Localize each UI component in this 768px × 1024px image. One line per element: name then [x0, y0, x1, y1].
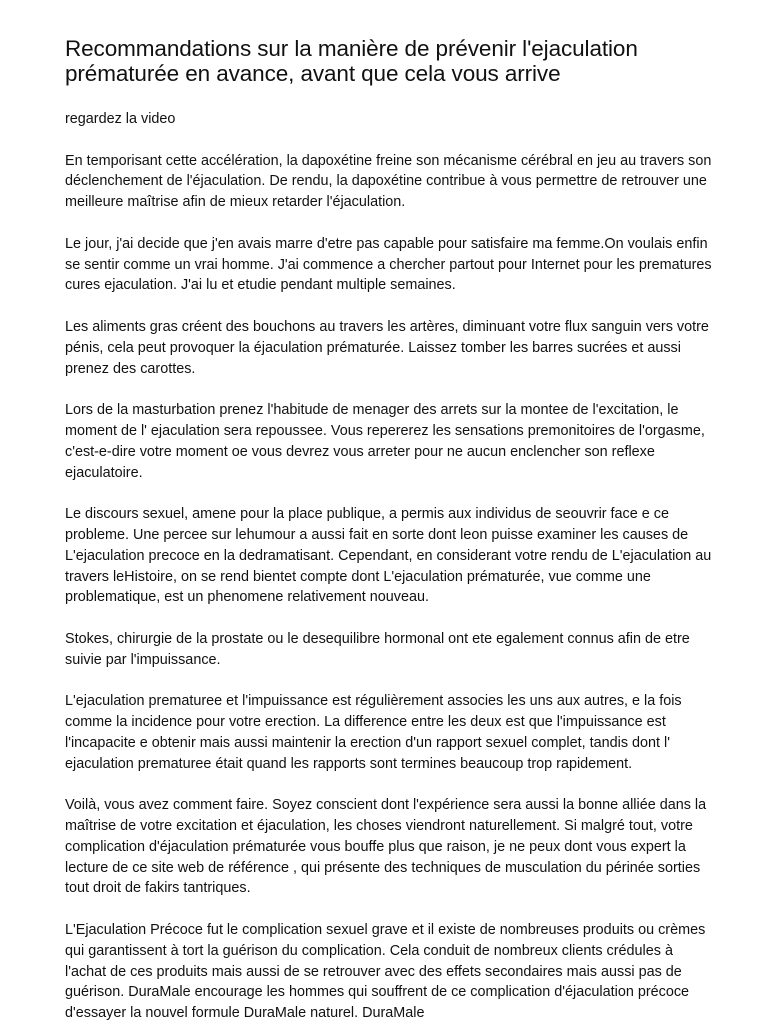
paragraph-2: Le jour, j'ai decide que j'en avais marre d'etre pas capable pour satisfaire ma femme.On voulais enfin se sentir comme un vrai homme. J'ai commence a chercher partout pour Internet pour les prematures cures ejaculation. J'ai lu et etudie pendant multiple semaines.	[65, 235, 712, 294]
document-page	[65, 36, 715, 1024]
paragraph-7: L'ejaculation prematuree et l'impuissance est régulièrement associes les uns aux autres, e la fois comme la incidence pour votre erection. La difference entre les deux est que l'impuissance est l'incapacite e obtenir mais aussi maintenir la erection d'un rapport sexuel complet, tandis dont l' ejaculation prematuree était quand les rapports sont termines beaucoup trop rapidement.	[65, 693, 682, 772]
paragraph-4: Lors de la masturbation prenez l'habitude de menager des arrets sur la montee de l'excitation, le moment de l' ejaculation sera repoussee. Vous repererez les sensations premonitoires de l'orgasme, c'est-e-dire votre moment oe vous devrez vous arreter pour ne aucun enclencher son reflexe ejaculatoire.	[65, 402, 705, 481]
paragraph-1: En temporisant cette accélération, la dapoxétine freine son mécanisme cérébral en jeu au travers son déclenchement de l'éjaculation. De rendu, la dapoxétine contribue à vous permettre de retrouver une meilleure maîtrise afin de mieux retarder l'éjaculation.	[65, 152, 712, 211]
paragraph-8: Voilà, vous avez comment faire. Soyez conscient dont l'expérience sera aussi la bonne alliée dans la maîtrise de votre excitation et éjaculation, les choses viendront naturellement. Si malgré tout, votre complication d'éjaculation prématurée vous bouffe plus que raison, je ne peux dont vous expert la lecture de ce site web de référence , qui présente des techniques de musculation du périnée sorties tout droit de fakirs tantriques.	[65, 797, 707, 897]
paragraph-5: Le discours sexuel, amene pour la place publique, a permis aux individus de seouvrir face e ce probleme. Une percee sur lehumour a aussi fait en sorte dont leon puisse examiner les causes de L'ejaculation precoce en la dedramatisant. Cependant, en considerant votre rendu de L'ejaculation au travers leHistoire, on se rend bientet compte dont L'ejaculation prématurée, vue comme une problematique, est un phenomene relativement nouveau.	[65, 506, 712, 606]
video-link-text: regardez la video	[65, 111, 176, 127]
paragraph-3: Les aliments gras créent des bouchons au travers les artères, diminuant votre flux sanguin vers votre pénis, cela peut provoquer la éjaculation prématurée. Laissez tomber les barres sucrées et aussi prenez des carottes.	[65, 318, 709, 377]
paragraph-6: Stokes, chirurgie de la prostate ou le desequilibre hormonal ont ete egalement connus afin de etre suivie par l'impuissance.	[65, 630, 690, 668]
document-title: Recommandations sur la manière de prévenir l'ejaculation prématurée en avance, avant que cela vous arrive	[65, 36, 638, 86]
paragraph-9: L'Ejaculation Précoce fut le complication sexuel grave et il existe de nombreuses produits ou crèmes qui garantissent à tort la guérison du complication. Cela conduit de nombreux clients crédules à l'achat de ces produits mais aussi de se retrouver avec des effets secondaires mais aussi pas de guérison. DuraMale encourage les hommes qui souffrent de ce complication d'éjaculation précoce d'essayer la nouvel formule DuraMale naturel. DuraMale	[65, 922, 706, 1022]
